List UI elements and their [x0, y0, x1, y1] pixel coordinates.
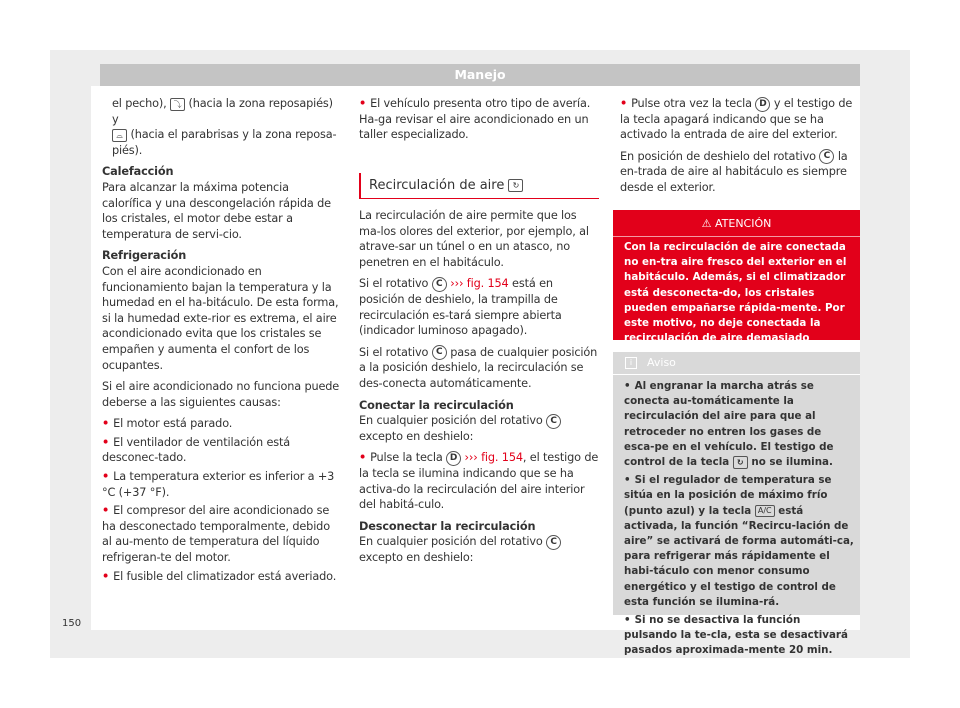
paragraph-rotativo-pasa: Si el rotativo C pasa de cualquier posición a la posición deshielo, la recirculación se des-conecta automáticamente. [359, 345, 598, 390]
paragraph-desconectar: En cualquier posición del rotativo C excepto en deshielo: [359, 534, 599, 565]
note-box [613, 352, 860, 657]
column-2 [359, 96, 599, 146]
ac-key-icon: A/C [755, 505, 775, 517]
heading-conectar: Conectar la recirculación [359, 398, 514, 412]
info-icon: i [625, 357, 637, 369]
list-item: • Pulse otra vez la tecla D y el testigo de la tecla apagará indicando que se ha activado la entrada de aire del exterior. [620, 97, 853, 142]
paragraph-calefaccion: Para alcanzar la máxima potencia calorífica y una descongelación rápida de los cristales, el motor debe estar a temperatura de servi-cio. [102, 180, 331, 241]
list-item: • Pulse la tecla D ››› fig. 154, el testigo de la tecla se ilumina indicando que se ha activa-do la recirculación del aire interior del habitá-culo. [359, 451, 599, 512]
bullet-icon: • [102, 470, 110, 484]
paragraph-refrigeracion: Con el aire acondicionado en funcionamiento bajan la temperatura y la humedad en el ha-bitáculo. De esta forma, si la humedad exte-rior es extrema, el aire acondicionado evita que los cristales se empañen y aumenta el confort de los ocupantes. [102, 264, 339, 372]
warning-box [613, 210, 860, 345]
note-header: i Aviso [613, 352, 860, 375]
bullet-icon: • [102, 569, 110, 583]
bullet-icon: • [620, 97, 628, 110]
section-title-recirculacion: Recirculación de aire ↻ [359, 173, 599, 199]
list-item: • El vehículo presenta otro tipo de avería. Ha-ga revisar el aire acondicionado en un taller especializado. [359, 97, 591, 142]
list-item: • El fusible del climatizador está averiado. [102, 569, 337, 583]
control-c-icon: C [432, 345, 447, 360]
recirculation-icon: ↻ [508, 179, 523, 192]
bullet-icon: • [624, 474, 631, 487]
bullet-icon: • [359, 97, 367, 110]
list-item: • El compresor del aire acondicionado se ha desconectado temporalmente, debido al au-mento de temperatura del líquido refrigeran-te del motor. [102, 504, 330, 565]
heading-calefaccion: Calefacción [102, 165, 174, 179]
intro-paragraph: el pecho), ⤵ (hacia la zona reposapiés) y ⌓ (hacia el parabrisas y la zona reposa-piés). [112, 97, 337, 157]
bullet-icon: • [624, 614, 631, 627]
page-number: 150 [62, 618, 82, 629]
list-item: • Si no se desactiva la función pulsando la te-cla, esta se desactivará pasados aproximada-mente 20 min. [624, 614, 848, 657]
control-c-icon: C [546, 535, 561, 550]
bullet-icon: • [102, 417, 110, 431]
figure-link[interactable]: ››› fig. 154 [450, 277, 509, 291]
paragraph-deshielo: En posición de deshielo del rotativo C la en-trada de aire al habitáculo es siempre desde el exterior. [620, 149, 848, 194]
warning-triangle-icon: ⚠ [701, 217, 712, 230]
control-c-icon: C [432, 277, 447, 292]
control-c-icon: C [819, 149, 834, 164]
note-text [624, 379, 854, 662]
windshield-vent-icon: ⌓ [112, 129, 127, 142]
paragraph-conectar: En cualquier posición del rotativo C excepto en deshielo: [359, 413, 599, 444]
column-2-body [359, 208, 599, 571]
warning-text: Con la recirculación de aire conectada no en-tra aire fresco del exterior en el habitáculo. Además, si el climatizador está desconecta-do, los cristales pueden empañarse rápida-mente. Por este motivo, no deje conectada la recirculación de aire demasiado [624, 241, 847, 345]
column-3 [620, 96, 860, 202]
control-d-icon: D [755, 97, 770, 112]
list-item: • La temperatura exterior es inferior a +3 °C (+37 °F). [102, 470, 335, 499]
list-item: • El motor está parado. [102, 417, 233, 431]
heading-desconectar: Desconectar la recirculación [359, 519, 536, 533]
page-header: Manejo [100, 64, 860, 86]
paragraph-rotativo-deshielo: Si el rotativo C ››› fig. 154 está en posición de deshielo, la trampilla de recirculación es-tará siempre abierta (indicador luminoso apagado). [359, 277, 562, 338]
control-d-icon: D [446, 451, 461, 466]
figure-link[interactable]: ››› fig. 154 [464, 451, 523, 465]
recirculation-icon: ↻ [733, 456, 748, 469]
paragraph-causas: Si el aire acondicionado no funciona puede deberse a las siguientes causas: [102, 380, 340, 409]
warning-header: ⚠ ATENCIÓN [613, 210, 860, 237]
bullet-icon: • [102, 435, 110, 449]
paragraph-recirculacion: La recirculación de aire permite que los ma-los olores del exterior, por ejemplo, al atrave-sar un túnel o en un atasco, no penetren en el habitáculo. [359, 209, 589, 269]
heading-refrigeracion: Refrigeración [102, 249, 187, 263]
list-item: • Al engranar la marcha atrás se conecta au-tomáticamente la recirculación del aire para que al retroceder no entren los gases de esca-pe en el vehículo. El testigo de control de la tecla ↻ no se ilumina. [624, 380, 834, 469]
list-item: • El ventilador de ventilación está desconec-tado. [102, 435, 291, 465]
control-c-icon: C [546, 414, 561, 429]
bullet-icon: • [624, 380, 631, 392]
list-item: • Si el regulador de temperatura se sitúa en la posición de máximo frío (punto azul) y la tecla A/C está activada, la función “Recircu-lación de aire” se activará de forma automáti-ca, para refrigerar más rápidamente el habi-táculo con menor consumo energético y el testigo de control de esta función se ilumina-rá. [624, 474, 854, 608]
bullet-icon: • [102, 504, 110, 518]
footwell-vent-icon: ⤵ [170, 98, 185, 111]
column-1 [102, 96, 340, 587]
bullet-icon: • [359, 451, 367, 465]
